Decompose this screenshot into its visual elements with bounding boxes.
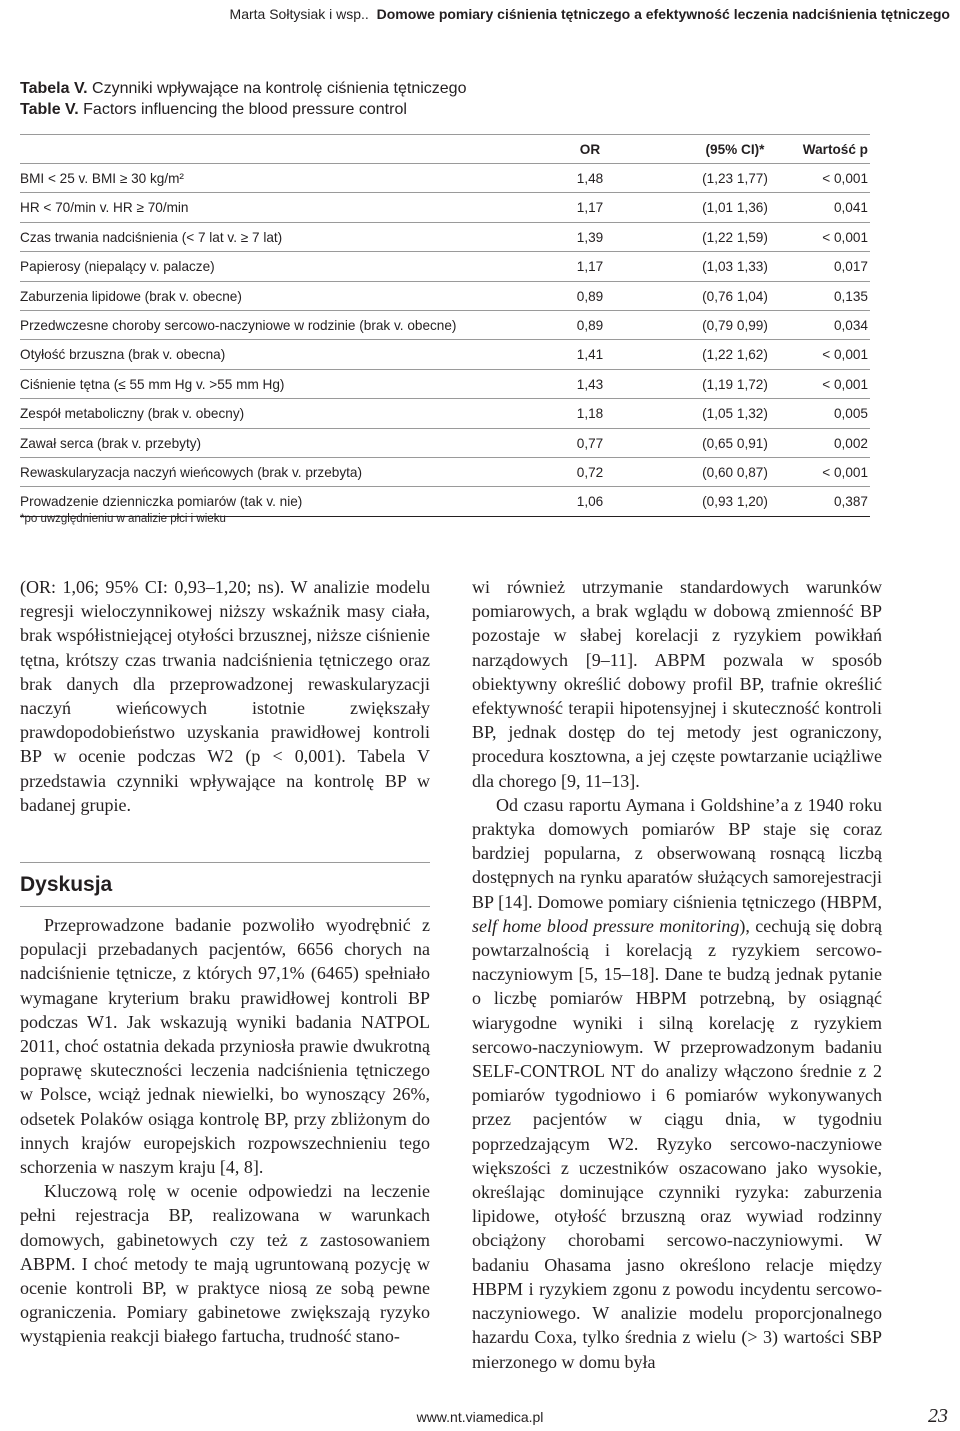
row-or: 0,89 — [576, 317, 604, 333]
page-number: 23 — [928, 1405, 948, 1427]
column-header-ci: (95% CI)* — [705, 142, 765, 157]
row-or: 1,06 — [576, 494, 604, 510]
row-ci: (1,03 1,33) — [702, 259, 768, 275]
header-title: Domowe pomiary ciśnienia tętniczego a efektywność leczenia nadciśnienia tętniczego — [376, 6, 950, 22]
row-label: Prowadzenie dzienniczka pomiarów (tak v. nie) — [20, 494, 303, 510]
factors-table — [20, 134, 870, 517]
row-label: HR < 70/min v. HR ≥ 70/min — [20, 200, 189, 216]
row-ci: (1,01 1,36) — [702, 200, 768, 216]
row-or: 1,18 — [576, 406, 604, 422]
row-or: 1,39 — [576, 229, 604, 245]
row-ci: (1,22 1,62) — [702, 347, 768, 363]
left-paragraph-3: Kluczową rolę w ocenie odpowiedzi na leczenie pełni rejestracja BP, realizowana w warunkach domowych, gabinetowych czy też z zastosowaniem ABPM. I choć metody te mają ugruntowaną pozycję w ocenie kontroli BP, w praktyce niosą ze sobą pewne ograniczenia. Pomiary gabinetowe zwiększają ryzyko wystąpienia reakcji białego fartucha, trudność stano- — [20, 1181, 430, 1347]
table-row — [20, 164, 870, 193]
left-text-column — [20, 575, 430, 817]
row-ci: (0,65 0,91) — [702, 435, 768, 451]
row-p: < 0,001 — [822, 464, 868, 480]
column-header-or: OR — [579, 142, 601, 157]
row-label: BMI < 25 v. BMI ≥ 30 kg/m² — [20, 171, 184, 186]
table-row — [20, 370, 870, 399]
row-p: < 0,001 — [822, 229, 868, 245]
row-label: Papierosy (niepalący v. palacze) — [20, 259, 215, 275]
row-or: 0,77 — [576, 435, 604, 451]
table-row — [20, 223, 870, 252]
row-label: Zaburzenia lipidowe (brak v. obecne) — [20, 288, 242, 304]
row-or: 1,17 — [576, 259, 604, 275]
table-header-row — [20, 134, 870, 164]
footer-url: www.nt.viamedica.pl — [416, 1409, 544, 1425]
caption-en-text: Factors influencing the blood pressure control — [83, 101, 407, 118]
row-label: Otyłość brzuszna (brak v. obecna) — [20, 347, 226, 363]
row-or: 1,48 — [576, 171, 604, 186]
row-ci: (1,23 1,77) — [702, 171, 768, 186]
row-or: 0,89 — [576, 288, 604, 304]
row-label: Zawał serca (brak v. przebyty) — [20, 435, 202, 451]
left-paragraph-1: (OR: 1,06; 95% CI: 0,93–1,20; ns). W analizie modelu regresji wieloczynnikowej niższy wskaźnik masy ciała, brak współistniejącej otyłości brzusznej, niższe ciśnienie tętna, krótszy czas trwania nadciśnienia tętniczego oraz brak danych dla przeprowadzonej rewaskularyzacji naczyń wieńcowych istotnie zwiększały prawdopodobieństwo uzyskania prawidłowej kontroli BP w ocenie podczas W2 (p < 0,001). Tabela V przedstawia czynniki wpływające na kontrolę BP w badanej grupie. — [20, 577, 430, 815]
row-p: 0,005 — [833, 406, 868, 422]
right-paragraph-1: wi również utrzymanie standardowych warunków pomiarowych, a brak wglądu w dobową zmienność BP pozostaje w słabej korelacji z ryzykiem powikłań narządowych [9–11]. ABPM pozwala w sposób obiektywny określić dobowy profil BP, trafnie określić efektywność terapii hipotensyjnej i skuteczność kontroli BP, jednak dostęp do tej metody jest ograniczony, procedura kosztowna, a jej częste powtarzanie uciążliwe dla chorego [9, 11–13]. — [472, 577, 882, 791]
row-p: < 0,001 — [822, 171, 868, 186]
table-row — [20, 458, 870, 487]
row-ci: (1,05 1,32) — [702, 406, 768, 422]
row-ci: (0,79 0,99) — [702, 317, 768, 333]
row-p: 0,041 — [833, 200, 868, 216]
left-paragraph-2: Przeprowadzone badanie pozwoliło wyodrębnić z populacji przebadanych pacjentów, 6656 chorych na nadciśnienie tętnicze, z których 97,1% (6465) spełniało wymagane kryterium braku prawidłowej kontroli BP podczas W1. Jak wskazują wyniki badania NATPOL 2011, choć ostatnia dekada przyniosła prawie dwukrotną poprawę skuteczności leczenia nadciśnienia tętniczego w Polsce, wciąż jednak niewielki, bo wynoszący 26%, odsetek Polaków osiąga kontrolę BP, przy zbliżonym do innych krajów europejskich rozpowszechnieniu tego schorzenia w naszym kraju [4, 8]. — [20, 915, 430, 1178]
table-row — [20, 193, 870, 222]
right-paragraph-2a: Od czasu raportu Aymana i Goldshine’a z 1940 roku praktyka domowych pomiarów BP staje się coraz bardziej popularna, z obserwowaną rosnącą liczbą dostępnych na rynku aparatów służących samorejestracji BP [14]. Domowe pomiary ciśnienia tętniczego (HBPM, — [472, 794, 882, 912]
row-or: 1,43 — [576, 376, 604, 392]
row-ci: (1,22 1,59) — [702, 229, 768, 245]
table-row — [20, 282, 870, 311]
table-row — [20, 252, 870, 281]
row-or: 0,72 — [576, 464, 604, 480]
caption-pl-text: Czynniki wpływające na kontrolę ciśnienia tętniczego — [92, 80, 467, 97]
row-label: Czas trwania nadciśnienia (< 7 lat v. ≥ 7 lat) — [20, 229, 283, 245]
running-header: Marta Sołtysiak i wsp.. Domowe pomiary ciśnienia tętniczego a efektywność leczenia nadciśnienia tętniczego — [229, 6, 950, 22]
right-text-column — [472, 575, 882, 1374]
row-label: Przedwczesne choroby sercowo-naczyniowe w rodzinie (brak v. obecne) — [20, 317, 457, 333]
right-paragraph-2 — [472, 793, 882, 1374]
table-row — [20, 399, 870, 428]
row-p: 0,387 — [833, 494, 868, 510]
row-ci: (0,93 1,20) — [702, 494, 768, 510]
row-label: Rewaskularyzacja naczyń wieńcowych (brak v. przebyta) — [20, 464, 362, 480]
row-ci: (0,76 1,04) — [702, 288, 768, 304]
table-body — [20, 164, 870, 517]
row-p: 0,002 — [833, 435, 868, 451]
left-text-column-lower — [20, 913, 430, 1349]
table-row — [20, 429, 870, 458]
row-p: 0,034 — [833, 317, 868, 333]
row-ci: (1,19 1,72) — [702, 376, 768, 392]
row-p: 0,135 — [833, 288, 868, 304]
column-header-p: Wartość p — [802, 142, 868, 157]
section-rule-bottom — [20, 906, 430, 907]
row-or: 1,17 — [576, 200, 604, 216]
table-row — [20, 340, 870, 369]
table-row — [20, 311, 870, 340]
caption-pl-label: Tabela V. — [20, 80, 88, 97]
row-p: < 0,001 — [822, 347, 868, 363]
row-p: 0,017 — [833, 259, 868, 275]
row-ci: (0,60 0,87) — [702, 464, 768, 480]
right-paragraph-2-italic: self home blood pressure monitoring — [472, 915, 740, 936]
table-caption — [20, 78, 466, 120]
right-paragraph-2b: ), cechują się dobrą powtarzalnością i korelacją z ryzykiem sercowo-naczyniowym [5, 15–18]. Dane te budzą jednak pytanie o liczbę pomiarów HBPM potrzebną, by osiągnąć wiarygodne wyniki i silną korelację z ryzykiem sercowo-naczyniowym. W przeprowadzonym badaniu SELF-CONTROL NT do analizy włączono średnie z 2 pomiarów tygodniowo i 6 pomiarów wykonywanych przez pacjentów w ciągu dnia, w tygodniu poprzedzającym W2. Ryzyko sercowo-naczyniowe większości z uczestników oszacowano jako wysokie, określając dominujące czynniki ryzyka: zaburzenia lipidowe, otyłość brzuszną oraz wywiad rodzinny obciążony chorobami sercowo-naczyniowymi. W badaniu Ohasama jasno określono relacje między HBPM i ryzykiem zgonu z powodu incydentu sercowo-naczyniowego. W analizie modelu proporcjonalnego hazardu Coxa, tylko średnia z wielu (> 3) wartości SBP mierzonego w domu była — [472, 915, 883, 1372]
row-or: 1,41 — [576, 347, 604, 363]
table-footnote: *po uwzględnieniu w analizie płci i wieku — [20, 513, 226, 525]
header-authors: Marta Sołtysiak i wsp. — [229, 6, 365, 22]
caption-en-label: Table V. — [20, 101, 79, 118]
section-heading-dyskusja: Dyskusja — [20, 873, 113, 896]
section-rule-top — [20, 862, 430, 863]
row-p: < 0,001 — [822, 376, 868, 392]
row-label: Ciśnienie tętna (≤ 55 mm Hg v. >55 mm Hg) — [20, 376, 285, 392]
row-label: Zespół metaboliczny (brak v. obecny) — [20, 406, 245, 422]
